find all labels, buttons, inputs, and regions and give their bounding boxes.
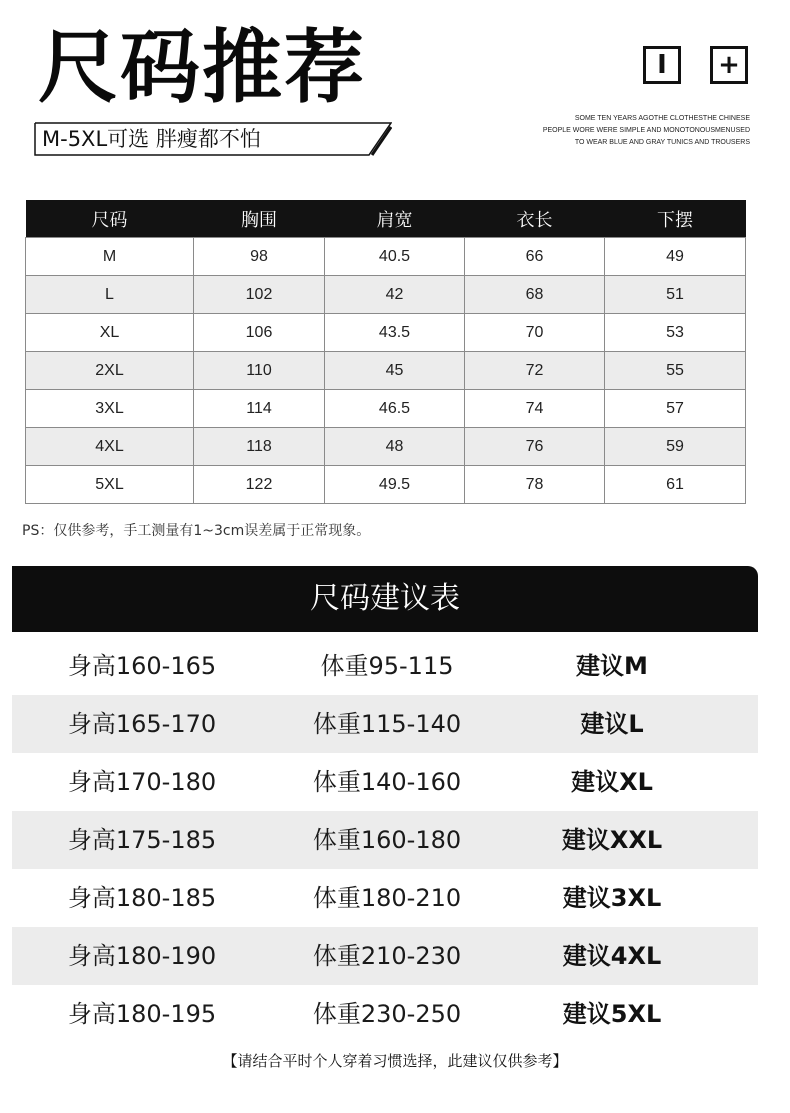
table-cell: 5XL [26, 466, 194, 504]
height-range: 身高175-185 [67, 826, 217, 854]
table-cell: 2XL [26, 352, 194, 390]
weight-range: 体重180-210 [312, 884, 462, 912]
height-range: 身高170-180 [67, 768, 217, 796]
weight-range: 体重95-115 [320, 652, 454, 680]
suggested-size: 建议XL [571, 768, 653, 796]
table-cell: 66 [465, 238, 605, 276]
recommendation-row [12, 985, 758, 1043]
tagline [510, 113, 750, 149]
table-cell: L [26, 276, 194, 314]
table-cell: 74 [465, 390, 605, 428]
table-cell: 49.5 [325, 466, 465, 504]
subtitle-text: M-5XL可选 胖瘦都不怕 [42, 127, 261, 151]
table-row [26, 466, 746, 504]
table-cell: 49 [605, 238, 746, 276]
recommendation-row [12, 753, 758, 811]
recommendation-row [12, 637, 758, 695]
table-cell: 76 [465, 428, 605, 466]
suggested-size: 建议3XL [562, 884, 662, 912]
table-cell: M [26, 238, 194, 276]
table-cell: XL [26, 314, 194, 352]
height-range: 身高160-165 [67, 652, 217, 680]
table-cell: 70 [465, 314, 605, 352]
table-cell: 61 [605, 466, 746, 504]
table-cell: 40.5 [325, 238, 465, 276]
weight-range: 体重230-250 [312, 1000, 462, 1028]
size-table-header [26, 200, 746, 238]
suggested-size: 建议L [580, 710, 644, 738]
weight-range: 体重140-160 [312, 768, 462, 796]
suggested-size: 建议XXL [561, 826, 663, 854]
table-cell: 72 [465, 352, 605, 390]
column-header: 衣长 [465, 200, 605, 238]
tagline-line: PEOPLE WORE WERE SIMPLE AND MONOTONOUSMENUSED [542, 127, 750, 134]
height-range: 身高180-190 [67, 942, 217, 970]
table-cell: 118 [194, 428, 325, 466]
table-cell: 45 [325, 352, 465, 390]
table-cell: 122 [194, 466, 325, 504]
weight-range: 体重210-230 [312, 942, 462, 970]
table-cell: 102 [194, 276, 325, 314]
suggested-size: 建议M [576, 652, 648, 680]
table-row [26, 352, 746, 390]
height-range: 身高165-170 [67, 710, 217, 738]
table-cell: 51 [605, 276, 746, 314]
table-row [26, 314, 746, 352]
table-cell: 3XL [26, 390, 194, 428]
table-cell: 78 [465, 466, 605, 504]
suggested-size: 建议4XL [562, 942, 662, 970]
table-cell: 43.5 [325, 314, 465, 352]
column-header: 肩宽 [325, 200, 465, 238]
measurement-note: PS：仅供参考，手工测量有1~3cm误差属于正常现象。 [22, 523, 371, 539]
size-table [25, 200, 746, 504]
column-header: 胸围 [194, 200, 325, 238]
table-cell: 98 [194, 238, 325, 276]
recommendation-row [12, 869, 758, 927]
table-cell: 46.5 [325, 390, 465, 428]
table-cell: 106 [194, 314, 325, 352]
i-box-icon: I [643, 46, 681, 84]
recommendation-row [12, 695, 758, 753]
footnote: 【请结合平时个人穿着习惯选择，此建议仅供参考】 [222, 1052, 568, 1070]
table-cell: 110 [194, 352, 325, 390]
recommendation-title: 尺码建议表 [12, 566, 758, 632]
height-range: 身高180-185 [67, 884, 217, 912]
subtitle-banner [34, 122, 392, 156]
tagline-line: SOME TEN YEARS AGOTHE CLOTHESTHE CHINESE [574, 115, 750, 122]
recommendation-row [12, 927, 758, 985]
column-header: 尺码 [26, 200, 194, 238]
table-row [26, 276, 746, 314]
plus-box-icon: + [710, 46, 748, 84]
height-range: 身高180-195 [67, 1000, 217, 1028]
page-title: 尺码推荐 [38, 21, 366, 114]
table-cell: 55 [605, 352, 746, 390]
table-cell: 48 [325, 428, 465, 466]
suggested-size: 建议5XL [562, 1000, 662, 1028]
table-row [26, 390, 746, 428]
weight-range: 体重160-180 [312, 826, 462, 854]
table-cell: 68 [465, 276, 605, 314]
table-cell: 53 [605, 314, 746, 352]
tagline-line: TO WEAR BLUE AND GRAY TUNICS AND TROUSERS [574, 139, 750, 146]
table-cell: 114 [194, 390, 325, 428]
table-row [26, 238, 746, 276]
table-cell: 4XL [26, 428, 194, 466]
weight-range: 体重115-140 [312, 710, 462, 738]
table-row [26, 428, 746, 466]
table-cell: 59 [605, 428, 746, 466]
recommendation-row [12, 811, 758, 869]
table-cell: 57 [605, 390, 746, 428]
column-header: 下摆 [605, 200, 746, 238]
table-cell: 42 [325, 276, 465, 314]
